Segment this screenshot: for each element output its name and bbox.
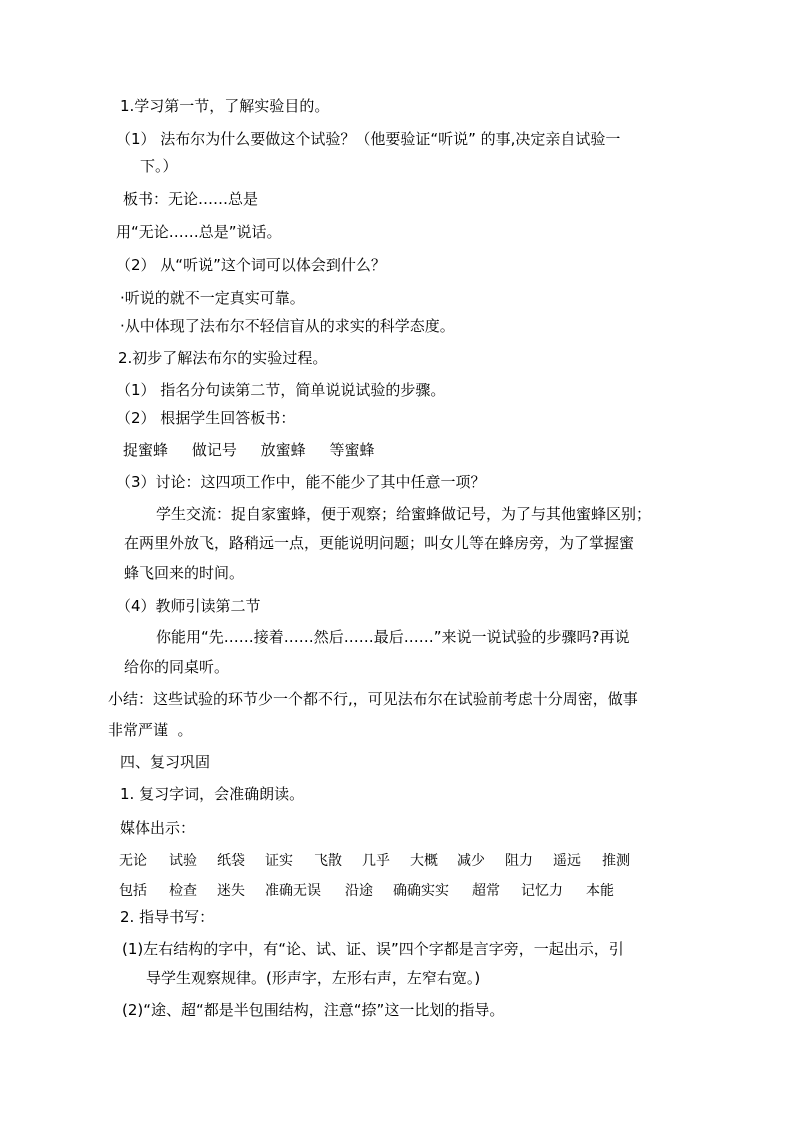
discussion-3: 蜂飞回来的时间。 <box>124 564 245 582</box>
vocab-word: 证实 <box>265 853 293 869</box>
bullet-2: ·从中体现了法布尔不轻信盲从的求实的科学态度。 <box>120 317 455 335</box>
writing-point-1: (1)左右结构的字中，有“论、试、证、误”四个字都是言字旁，一起出示，引 <box>122 940 624 958</box>
step-1: （1） 指名分句读第二节，简单说说试验的步骤。 <box>116 381 446 399</box>
vocab-word: 确确实实 <box>393 883 449 899</box>
media-label: 媒体出示： <box>120 819 196 837</box>
vocab-word: 大概 <box>410 853 438 869</box>
writing-point-2: (2)“途、超“都是半包围结构，注意“捺”这一比划的指导。 <box>122 1001 505 1019</box>
prompt-2: 给你的同桌听。 <box>124 658 230 676</box>
vocab-word: 本能 <box>586 883 614 899</box>
summary-2: 非常严谨 。 <box>108 721 193 739</box>
discussion-1: 学生交流：捉自家蜜蜂，便于观察；给蜜蜂做记号，为了与其他蜜蜂区别； <box>156 505 652 523</box>
vocab-word: 检查 <box>169 883 197 899</box>
question-1: （1） 法布尔为什么要做这个试验？（他要验证“听说” 的事,决定亲自试验一 <box>116 130 621 148</box>
writing-point-1-cont: 导学生观察规律。(形声字，左形右声，左窄右宽。) <box>146 969 481 987</box>
question-1-cont: 下。） <box>140 157 178 175</box>
review-1: 1. 复习字词，会准确朗读。 <box>120 785 305 803</box>
writing-guide: 2. 指导书写： <box>120 908 215 926</box>
vocab-word: 超常 <box>472 883 500 899</box>
vocab-word: 减少 <box>457 853 485 869</box>
discussion-2: 在两里外放飞，路稍远一点，更能说明问题；叫女儿等在蜂房旁，为了掌握蜜 <box>124 534 635 552</box>
vocab-word: 包括 <box>119 883 147 899</box>
vocab-word: 记忆力 <box>521 883 563 899</box>
step-4: （4）教师引读第二节 <box>116 597 261 615</box>
vocab-word: 无论 <box>119 853 147 869</box>
vocab-word: 准确无误 <box>265 883 321 899</box>
question-2: （2） 从“听说”这个词可以体会到什么？ <box>116 256 386 274</box>
vocab-word: 几乎 <box>362 853 390 869</box>
vocab-word: 试验 <box>169 853 197 869</box>
board-writing-1: 板书：无论……总是 <box>123 190 259 208</box>
speaking-task: 用“无论……总是”说话。 <box>116 223 282 241</box>
vocab-word: 沿途 <box>345 883 373 899</box>
summary-1: 小结：这些试验的环节少一个都不行,，可见法布尔在试验前考虑十分周密，做事 <box>108 690 638 708</box>
section-2-heading: 2.初步了解法布尔的实验过程。 <box>118 349 328 367</box>
board-writing-2: 捉蜜蜂 做记号 放蜜蜂 等蜜蜂 <box>123 441 375 459</box>
prompt-1: 你能用“先……接着……然后……最后……”来说一说试验的步骤吗?再说 <box>156 628 630 646</box>
vocab-word: 阻力 <box>505 853 533 869</box>
vocab-word: 纸袋 <box>217 853 245 869</box>
section-4-heading: 四、复习巩固 <box>120 753 211 771</box>
vocab-word: 推测 <box>602 853 630 869</box>
section-1-heading: 1.学习第一节，了解实验目的。 <box>120 97 330 115</box>
vocab-word: 迷失 <box>217 883 245 899</box>
step-2: （2） 根据学生回答板书： <box>116 409 296 427</box>
vocab-word: 遥远 <box>553 853 581 869</box>
vocab-word: 飞散 <box>314 853 342 869</box>
step-3: （3）讨论：这四项工作中，能不能少了其中任意一项？ <box>116 473 486 491</box>
bullet-1: ·听说的就不一定真实可靠。 <box>120 289 305 307</box>
